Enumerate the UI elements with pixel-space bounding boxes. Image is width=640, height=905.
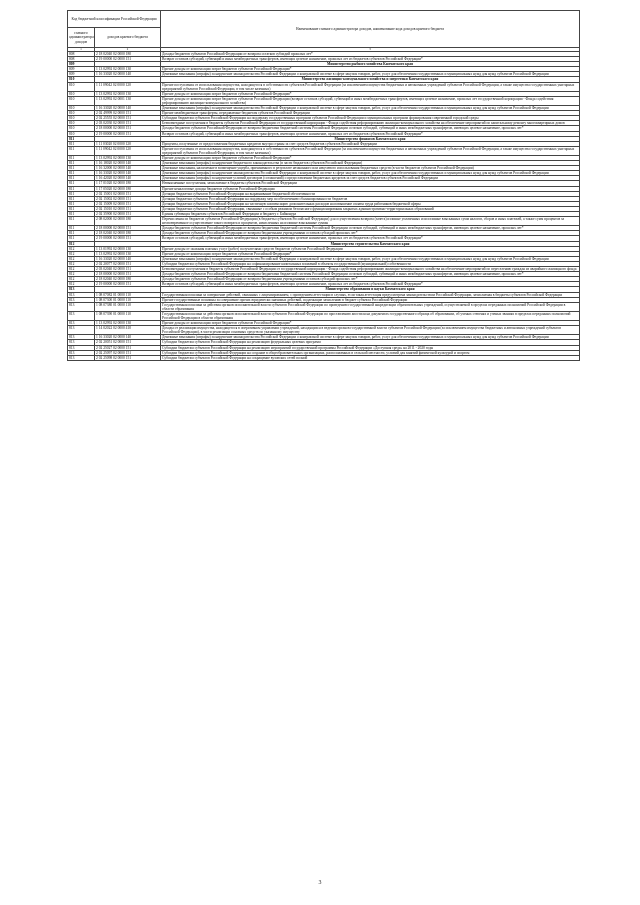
revenue-name-cell: Проценты, полученные от предоставления бюджетных кредитов внутри страны за счет средств бюджетов субъектов Российской Федерации (161, 141, 580, 146)
revenue-code-cell: 2 02 15002 02 0000 151 (95, 196, 161, 201)
revenue-code-cell: 2 18 00000 02 0000 151 (95, 226, 161, 231)
revenue-code-cell: 2 02 25555 02 0000 151 (95, 116, 161, 121)
revenue-code-cell: 1 13 02992 02 0000 130 (95, 67, 161, 72)
admin-code-cell: 811 (68, 201, 95, 206)
revenue-code-cell: 1 17 01020 02 0000 180 (95, 181, 161, 186)
revenue-name-cell: Денежные взыскания (штрафы) за нарушение законодательства Российской Федерации о контрактной системе в сфере закупок товаров, работ, услуг для обеспечения государственных и муниципальных нужд для нужд субъектов Российской Федерации (161, 106, 580, 111)
revenue-code-cell: 1 13 02992 02 0000 130 (95, 91, 161, 96)
revenue-name-cell: Прочие межбюджетные трансферты, передаваемые бюджетам субъектов Российской Федерации (161, 111, 580, 116)
admin-code-cell: 811 (68, 231, 95, 236)
admin-code-cell: 812 (68, 251, 95, 256)
revenue-code-cell: 2 02 49999 02 0000 151 (95, 111, 161, 116)
revenue-name-cell: Возврат остатков субсидий, субвенций и иных межбюджетных трансфертов, имеющих целевое назначение, прошлых лет из бюджетов субъектов Российской Федерации* (161, 282, 580, 287)
admin-code-cell: 812 (68, 246, 95, 251)
revenue-name-cell: Прочие государственные пошлины за совершение прочих юридически значимых действий, подлежащие зачислению в бюджет субъекта Российской Федерации (161, 297, 580, 302)
admin-code-cell: 813 (68, 345, 95, 350)
revenue-code-cell: 2 02 25097 02 0000 151 (95, 350, 161, 355)
revenue-name-cell: Дотации бюджетам субъектов Российской Федерации на выравнивание бюджетной обеспеченности (161, 191, 580, 196)
revenue-name-cell: Доходы от реализации имущества, находящегося в оперативном управлении учреждений, находящихся в ведении органов государственной власти субъектов Российской Федерации (за исключением имущества бюджетных и автономных учреждений субъектов Российской Федерации), в части реализации основных средств по указанному имуществу (161, 326, 580, 335)
revenue-name-cell: Денежные взыскания (штрафы) за нарушение законодательства Российской Федерации о контрактной системе в сфере закупок товаров, работ, услуг для обеспечения государственных и муниципальных нужд для нужд субъектов Российской Федерации (161, 72, 580, 77)
admin-code-cell: 809 (68, 72, 95, 77)
revenue-name-cell: Доходы бюджетов субъектов Российской Федерации от возврата бюджетными учреждениями остатков субсидий прошлых лет* (161, 277, 580, 282)
admin-code-cell: 813 (68, 302, 95, 311)
admin-code-cell: 809 (68, 62, 95, 67)
revenue-code-cell: 1 08 07390 01 0000 110 (95, 311, 161, 320)
column-number: 2 (95, 48, 161, 52)
section-title-cell: Министерство рыбного хозяйства Камчатского края (161, 62, 580, 67)
revenue-code-cell: 2 02 15009 02 0000 151 (95, 201, 161, 206)
section-title-cell: Министерство жилищно-коммунального хозяйства и энергетики Камчатского края (161, 77, 580, 82)
revenue-code-cell: 1 16 18020 02 0000 140 (95, 161, 161, 166)
revenue-code-cell: 1 16 33020 02 0000 140 (95, 72, 161, 77)
revenue-name-cell: Безвозмездные поступления в бюджеты субъектов Российской Федерации от государственной корпорации - Фонда содействия реформированию жилищно-коммунального хозяйства на обеспечение мероприятий по капитальному ремонту многоквартирных домов (161, 121, 580, 126)
admin-code-cell: 810 (68, 77, 95, 82)
admin-code-cell: 813 (68, 287, 95, 292)
revenue-code-cell: 2 02 35900 02 0000 151 (95, 212, 161, 217)
admin-code-cell: 812 (68, 256, 95, 261)
admin-code-cell: 811 (68, 181, 95, 186)
admin-code-cell: 809 (68, 67, 95, 72)
revenue-code-cell: 2 03 02040 02 0000 151 (95, 267, 161, 272)
admin-code-cell: 812 (68, 272, 95, 277)
admin-code-cell: 811 (68, 136, 95, 141)
admin-code-cell: 813 (68, 335, 95, 340)
table-row (68, 302, 580, 311)
revenue-name-cell: Государственная пошлина за действия органов исполнительной власти субъектов Российской Федерации по проведению государственной аккредитации образовательных учреждений, осуществляемой в пределах переданных полномочий Российской Федерации в области образования (161, 302, 580, 311)
revenue-code-cell: 1 13 02992 02 0000 130 (95, 251, 161, 256)
revenue-code-cell: 1 14 02022 02 0000 410 (95, 326, 161, 335)
admin-code-cell: 811 (68, 212, 95, 217)
admin-code-cell: 811 (68, 226, 95, 231)
revenue-name-cell: Дотации бюджетам субъектов Российской Федерации, связанные с особым режимом безопасного функционирования закрытых административно-территориальных образований (161, 206, 580, 211)
revenue-code-cell: 2 19 00000 02 0000 151 (95, 236, 161, 241)
revenue-code-cell: 2 02 20051 02 0000 151 (95, 340, 161, 345)
table-row (68, 326, 580, 335)
admin-code-cell: 811 (68, 171, 95, 176)
revenue-name-cell: Доходы бюджетов субъектов Российской Федерации от возврата бюджетами бюджетной системы Российской Федерации остатков субсидий, субвенций и иных межбюджетных трансфертов, имеющих целевое назначение, прошлых лет* (161, 272, 580, 277)
admin-code-cell: 811 (68, 146, 95, 155)
admin-code-cell: 811 (68, 217, 95, 226)
table-row (68, 82, 580, 91)
revenue-name-cell: Государственная пошлина за совершение действий, связанных с лицензированием, с проведением аттестации в случаях, если такая аттестация предусмотрена законодательством Российской Федерации, зачисляемая в бюджеты субъектов Российской Федерации (161, 292, 580, 297)
revenue-name-cell: Денежные взыскания (штрафы) за нарушение условий договоров (соглашений) о предоставлении бюджетных кредитов за счет средств бюджетов субъектов Российской Федерации (161, 176, 580, 181)
revenue-code-cell: 1 11 09042 02 0000 120 (95, 82, 161, 91)
revenue-column-header: доходов краевого бюджета (95, 28, 161, 48)
revenue-name-cell: Прочие поступления от использования имущества, находящегося в собственности субъектов Российской Федерации (за исключением имущества бюджетных и автономных учреждений субъектов Российской Федерации, а также имущества государственных унитарных предприятий субъектов Российской Федерации, в том числе казенных) (161, 146, 580, 155)
section-title-cell: Министерство строительства Камчатского края (161, 241, 580, 246)
revenue-code-cell: 1 08 07380 01 0000 110 (95, 302, 161, 311)
revenue-code-cell: 1 16 33020 02 0000 140 (95, 171, 161, 176)
table-row (68, 355, 580, 360)
revenue-name-cell: Прочие неналоговые доходы бюджетов субъектов Российской Федерации (161, 186, 580, 191)
admin-code-cell: 810 (68, 126, 95, 131)
admin-code-cell: 813 (68, 292, 95, 297)
admin-code-cell: 813 (68, 321, 95, 326)
revenue-name-cell: Дотации бюджетам субъектов Российской Федерации на поддержку мер по обеспечению сбалансированности бюджетов (161, 196, 580, 201)
revenue-name-cell: Прочие доходы от компенсации затрат бюджетов субъектов Российской Федерации (возврат остатков субсидий, субвенций и иных межбюджетных трансфертов, имеющих целевое назначение, прошлых лет государственной корпорации - Фонда содействия реформированию жилищно-коммунального хозяйства) (161, 96, 580, 105)
column-number: 3 (161, 48, 580, 52)
revenue-code-cell: 2 18 00000 02 0000 151 (95, 126, 161, 131)
revenue-name-cell: Единая субвенция бюджетам субъектов Российской Федерации и бюджету г. Байконура (161, 212, 580, 217)
revenue-name-cell: Доходы бюджетов субъектов Российской Федерации от возврата бюджетами бюджетной системы Российской Федерации остатков субсидий, субвенций и иных межбюджетных трансфертов, имеющих целевое назначение, прошлых лет* (161, 226, 580, 231)
revenue-code-cell: 2 02 15010 02 0000 151 (95, 206, 161, 211)
revenue-code-cell: 2 03 02030 02 0000 151 (95, 121, 161, 126)
revenue-code-cell: 1 13 02992 02 0000 130 (95, 155, 161, 160)
revenue-code-cell: 1 13 01992 02 0000 130 (95, 246, 161, 251)
admin-code-cell: 808 (68, 57, 95, 62)
revenue-classification-table (67, 10, 580, 361)
admin-code-cell: 810 (68, 116, 95, 121)
table-body (68, 52, 580, 361)
table-row (68, 96, 580, 105)
revenue-name-cell: Субсидии бюджетам субъектов Российской Федерации на создание в общеобразовательных организациях, расположенных в сельской местности, условий для занятий физической культурой и спортом (161, 350, 580, 355)
revenue-name-cell: Доходы бюджетов субъектов Российской Федерации от возврата бюджетами бюджетной системы Российской Федерации остатков субсидий, субвенций и иных межбюджетных трансфертов, имеющих целевое назначение, прошлых лет* (161, 126, 580, 131)
revenue-code-cell: 1 13 02992 02 0000 130 (95, 321, 161, 326)
revenue-name-cell: Дотации бюджетам субъектов Российской Федерации на частичную компенсацию дополнительных расходов на повышение оплаты труда работников бюджетной сферы (161, 201, 580, 206)
revenue-code-cell: 2 02 20077 02 0000 151 (95, 261, 161, 266)
admin-code-cell: 813 (68, 311, 95, 320)
revenue-code-cell: 1 11 09042 02 0000 120 (95, 146, 161, 155)
column-number: 1 (68, 48, 95, 52)
revenue-name-cell: Доходы бюджетов субъектов Российской Федерации от возврата остатков субсидий прошлых лет* (161, 52, 580, 57)
admin-code-cell: 810 (68, 96, 95, 105)
admin-code-cell: 810 (68, 82, 95, 91)
revenue-code-cell: 1 16 32000 02 0000 140 (95, 166, 161, 171)
code-group-header: Код бюджетной классификации Российской Федерации (68, 11, 161, 28)
revenue-name-cell: Прочие доходы от компенсации затрат бюджетов субъектов Российской Федерации* (161, 155, 580, 160)
admin-code-cell: 811 (68, 141, 95, 146)
admin-code-cell: 811 (68, 166, 95, 171)
revenue-code-cell: 1 16 33020 02 0000 140 (95, 106, 161, 111)
admin-code-cell: 812 (68, 282, 95, 287)
revenue-name-cell: Денежные взыскания (штрафы) за нарушение законодательства Российской Федерации о контрактной системе в сфере закупок товаров, работ, услуг для обеспечения государственных и муниципальных нужд для нужд субъектов Российской Федерации (161, 171, 580, 176)
revenue-name-cell: Денежные взыскания, налагаемые в возмещение ущерба, причиненного в результате незаконного или нецелевого использования бюджетных средств (в части бюджетов субъектов Российской Федерации) (161, 166, 580, 171)
admin-code-cell: 810 (68, 106, 95, 111)
admin-code-cell: 808 (68, 52, 95, 57)
admin-code-cell: 813 (68, 340, 95, 345)
table-row (68, 217, 580, 226)
admin-code-cell: 811 (68, 196, 95, 201)
admin-code-cell: 811 (68, 191, 95, 196)
admin-code-cell: 810 (68, 121, 95, 126)
admin-code-cell: 813 (68, 355, 95, 360)
revenue-name-cell: Возврат остатков субсидий, субвенций и иных межбюджетных трансфертов, имеющих целевое назначение, прошлых лет из бюджетов субъектов Российской Федерации* (161, 131, 580, 136)
revenue-name-cell: Субсидии бюджетам субъектов Российской Федерации на реализацию мероприятий государственной программы Российской Федерации «Доступная среда» на 2011 - 2020 годы (161, 345, 580, 350)
revenue-name-cell: Прочие доходы от компенсации затрат бюджетов субъектов Российской Федерации* (161, 321, 580, 326)
revenue-name-cell: Денежные взыскания (штрафы) за нарушение бюджетного законодательства (в части бюджетов субъектов Российской Федерации) (161, 161, 580, 166)
admin-code-cell: 811 (68, 155, 95, 160)
revenue-name-cell: Субсидии бюджетам субъектов Российской Федерации на реализацию федеральных целевых программ (161, 340, 580, 345)
table-row (68, 311, 580, 320)
revenue-name-cell: Безвозмездные поступления в бюджеты субъектов Российской Федерации от государственной корпорации - Фонда содействия реформированию жилищно-коммунального хозяйства на обеспечение мероприятий по переселению граждан из аварийного жилищного фонда (161, 267, 580, 272)
revenue-code-cell: 2 19 00000 02 0000 151 (95, 57, 161, 62)
admin-code-cell: 813 (68, 326, 95, 335)
revenue-code-cell: 2 18 00000 02 0000 151 (95, 272, 161, 277)
revenue-name-cell: Денежные взыскания (штрафы) за нарушение законодательства Российской Федерации о контрактной системе в сфере закупок товаров, работ, услуг для обеспечения государственных и муниципальных нужд для нужд субъектов Российской Федерации (161, 256, 580, 261)
admin-code-cell: 811 (68, 161, 95, 166)
revenue-code-cell: 1 16 33020 02 0000 140 (95, 256, 161, 261)
revenue-code-cell: 2 02 15001 02 0000 151 (95, 191, 161, 196)
admin-code-cell: 810 (68, 91, 95, 96)
revenue-code-cell: 2 18 02040 02 0000 180 (95, 277, 161, 282)
section-title-cell: Министерство финансов Камчатского края (161, 136, 580, 141)
admin-code-cell: 812 (68, 241, 95, 246)
revenue-name-cell: Прочие доходы от оказания платных услуг (работ) получателями средств бюджетов субъектов Российской Федерации (161, 246, 580, 251)
revenue-code-cell: 1 08 07300 01 0000 110 (95, 297, 161, 302)
revenue-code-cell: 1 11 03020 02 0000 120 (95, 141, 161, 146)
revenue-code-cell: 2 02 25027 02 0000 151 (95, 345, 161, 350)
revenue-name-cell: Прочие доходы от компенсации затрат бюджетов субъектов Российской Федерации* (161, 67, 580, 72)
revenue-code-cell: 2 19 00000 02 0000 151 (95, 282, 161, 287)
revenue-name-cell: Субсидии бюджетам субъектов Российской Федерации на сокращение вузовских сетей полной (161, 355, 580, 360)
section-title-cell: Министерство образования и науки Камчатского края (161, 287, 580, 292)
revenue-name-cell: Прочие доходы от компенсации затрат бюджетов субъектов Российской Федерации* (161, 251, 580, 256)
revenue-code-cell: 2 02 25098 02 0000 151 (95, 355, 161, 360)
revenue-name-cell: Субсидии бюджетам субъектов Российской Федерации на поддержку государственных программ субъектов Российской Федерации и муниципальных программ формирования современной городской среды (161, 116, 580, 121)
admin-code-cell: 812 (68, 261, 95, 266)
admin-code-cell: 812 (68, 267, 95, 272)
revenue-code-cell: 1 16 33020 02 0000 140 (95, 335, 161, 340)
revenue-code-cell: 2 18 02040 02 0000 180 (95, 231, 161, 236)
revenue-name-cell: Денежные взыскания (штрафы) за нарушение законодательства Российской Федерации о контрактной системе в сфере закупок товаров, работ, услуг для обеспечения государственных и муниципальных нужд для нужд субъектов Российской Федерации (161, 335, 580, 340)
admin-code-cell: 813 (68, 350, 95, 355)
revenue-name-cell: Прочие поступления от использования имущества, находящегося в собственности субъектов Российской Федерации (за исключением имущества бюджетных и автономных учреждений субъектов Российской Федерации, а также имущества государственных унитарных предприятий субъектов Российской Федерации, в том числе казенных) (161, 82, 580, 91)
admin-code-cell: 813 (68, 297, 95, 302)
page-number: 3 (318, 880, 322, 886)
admin-code-cell: 810 (68, 131, 95, 136)
revenue-code-cell: 2 18 02040 02 0000 180 (95, 52, 161, 57)
revenue-code-cell: 1 13 02992 02 0001 130 (95, 96, 161, 105)
admin-code-cell: 812 (68, 277, 95, 282)
revenue-name-cell: Перечисления из бюджетов субъектов Российской Федерации (в бюджеты субъектов Российской Федерации) для осуществления возврата (зачета) излишне уплаченных или излишне взысканных сумм налогов, сборов и иных платежей, а также сумм процентов за несвоевременное осуществление такого возврата и процентов, начисленных на излишне взысканные суммы (161, 217, 580, 226)
admin-code-cell: 811 (68, 206, 95, 211)
revenue-name-cell: Невыясненные поступления, зачисляемые в бюджеты субъектов Российской Федерации (161, 181, 580, 186)
revenue-code-cell: 1 16 42020 02 0000 140 (95, 176, 161, 181)
admin-code-cell: 811 (68, 236, 95, 241)
revenue-name-cell: Государственная пошлина за действия органов исполнительной власти субъектов Российской Федерации по проставлению апостиля на документах государственного образца об образовании, об ученых степенях и ученых званиях в пределах переданных полномочий Российской Федерации в области образования (161, 311, 580, 320)
revenue-code-cell: 2 08 02000 02 0000 180 (95, 217, 161, 226)
revenue-name-cell: Доходы бюджетов субъектов Российской Федерации от возврата бюджетными учреждениями остатков субсидий прошлых лет* (161, 231, 580, 236)
revenue-name-cell: Прочие доходы от компенсации затрат бюджетов субъектов Российской Федерации* (161, 91, 580, 96)
admin-code-cell: 810 (68, 111, 95, 116)
revenue-code-cell: 2 19 00000 02 0000 151 (95, 131, 161, 136)
admin-code-cell: 811 (68, 176, 95, 181)
name-column-header: Наименование главного администратора доходов, наименование кода доходов краевого бюджета (161, 11, 580, 48)
revenue-name-cell: Возврат остатков субсидий, субвенций и иных межбюджетных трансфертов, имеющих целевое назначение, прошлых лет из бюджетов субъектов Российской Федерации* (161, 57, 580, 62)
admin-column-header: главного администратора доходов (68, 28, 95, 48)
table-row (68, 146, 580, 155)
revenue-name-cell: Возврат остатков субсидий, субвенций и иных межбюджетных трансфертов, имеющих целевое назначение, прошлых лет из бюджетов субъектов Российской Федерации* (161, 236, 580, 241)
revenue-code-cell: 1 17 05020 02 0000 180 (95, 186, 161, 191)
revenue-name-cell: Субсидии бюджетам субъектов Российской Федерации на софинансирование капитальных вложений в объекты государственной (муниципальной) собственности (161, 261, 580, 266)
revenue-code-cell: 1 08 07082 01 0000 110 (95, 292, 161, 297)
admin-code-cell: 811 (68, 186, 95, 191)
